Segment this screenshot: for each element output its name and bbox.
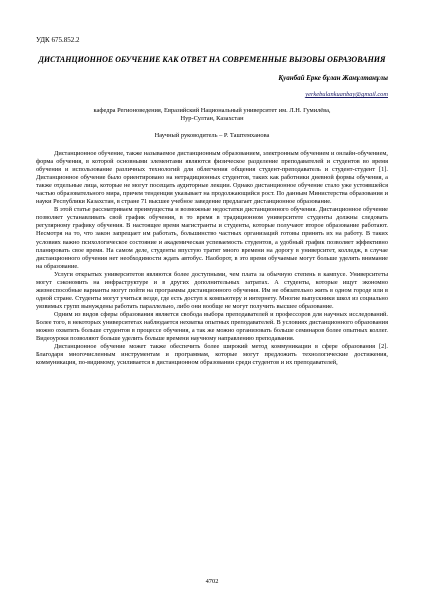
udk-code: УДК 675.852.2 [36, 36, 80, 44]
author-name: Қуанбай Ерке бұлан Жанұлтанұлы [278, 74, 388, 82]
body-paragraph: В этой статье рассматриваем преимущества и возможные недостатки дистанционного обучения. Дистанционное обучение позволяет устанавливать свой график обучения, в то время в традиционном университете студенты должны следовать регулярному графику обучения. В настоящее время магистранты и студенты, которые получают второе образование работают. Несмотря на то, что закон запрещает им работать, большинство частных организаций готовы принять их на работу. В таких условиях важно психологическое состояние и академическая успеваемость студентов, а удобный график позволяет эффективно планировать свое время. На самом деле, студенты впустую тратят много времени на дорогу в университет, колледж, в случае дистанционного обучения нет необходимости ждать автобус. Наоборот, в это время обучаемые могут больше уделять внимание на образование. [36, 206, 388, 270]
body-paragraph: Дистанционное обучение, также называемое дистанционным образованием, электронным обучением и онлайн-обучением, форма обучения, в которой основными элементами являются физическое разделение преподавателей и студентов во время обучения и использование различных технологий для облегчения общения студент-преподаватель и студент-студент [1]. Дистанционное обучение было ориентировано на нетрадиционных студентов, таких как работники дневной формы обучения, а также отдельные лица, которые не могут посещать аудиторные лекции. Однако дистанционное обучение стало уже устоявшейся частью образовательного мира, причем тенденция указывает на продолжающийся рост. По данным Министерства образования и науки Республики Казахстан, в стране 71 высшее учебное заведение предлагает дистанционное образование. [36, 150, 388, 206]
affiliation [36, 107, 388, 123]
supervisor: Научный руководитель – Р. Таштемханова [154, 132, 270, 139]
author-email-link[interactable]: yerkebulankuanbay@gmail.com [305, 91, 388, 98]
paper-title: ДИСТАНЦИОННОЕ ОБУЧЕНИЕ КАК ОТВЕТ НА СОВРЕМЕННЫЕ ВЫЗОВЫ ОБРАЗОВАНИЯ [38, 55, 386, 64]
paper-page [36, 36, 388, 367]
body-paragraph: Дистанционное обучение может также обеспечить более широкий метод коммуникации в сфере образования [2]. Благодаря многочисленным инструментам и программам, которые могут предложить технологические достижения, коммуникация, по-видимому, усиливается в дистанционном образовании среди студентов и их преподавателей, [36, 343, 388, 367]
paper-body [36, 150, 388, 367]
body-paragraph: Одним из видов сферы образования является свобода выбора преподавателей и профессоров для научных исследований. Более того, в некоторых университетах наблюдается нехватка опытных преподавателей. В условиях дистанционного образования можно охватить больше студентов в процессе обучения, а так же можно организовать больше семинаров более опытных коллег. Видеоуроки позволяют больше уделить больше времени научному направлению преподавания. [36, 310, 388, 343]
page-number: 4702 [205, 578, 219, 585]
affiliation-line: кафедра Регионоведения, Евразийский Национальный университет им. Л.Н. Гумилёва, [93, 107, 331, 114]
body-paragraph: Услуги открытых университетов являются более доступными, чем плата за обычную степень в кампусе. Университеты могут сэкономить на инфраструктуре и в других дополнительных затратах. А студенты, которые ищут экономно жизнеспособные варианты могут пойти на программы дистанционного обучения. Им не обязательно жить в одном городе или в одной стране. Студенты могут учиться везде, где есть доступ к компьютеру и интернету. Многие выпускники школ из социально уязвимых групп вынуждены работать параллельно, либо они вообще не могут получить высшее образование. [36, 270, 388, 310]
affiliation-line: Нур-Султан, Казахстан [180, 115, 244, 122]
